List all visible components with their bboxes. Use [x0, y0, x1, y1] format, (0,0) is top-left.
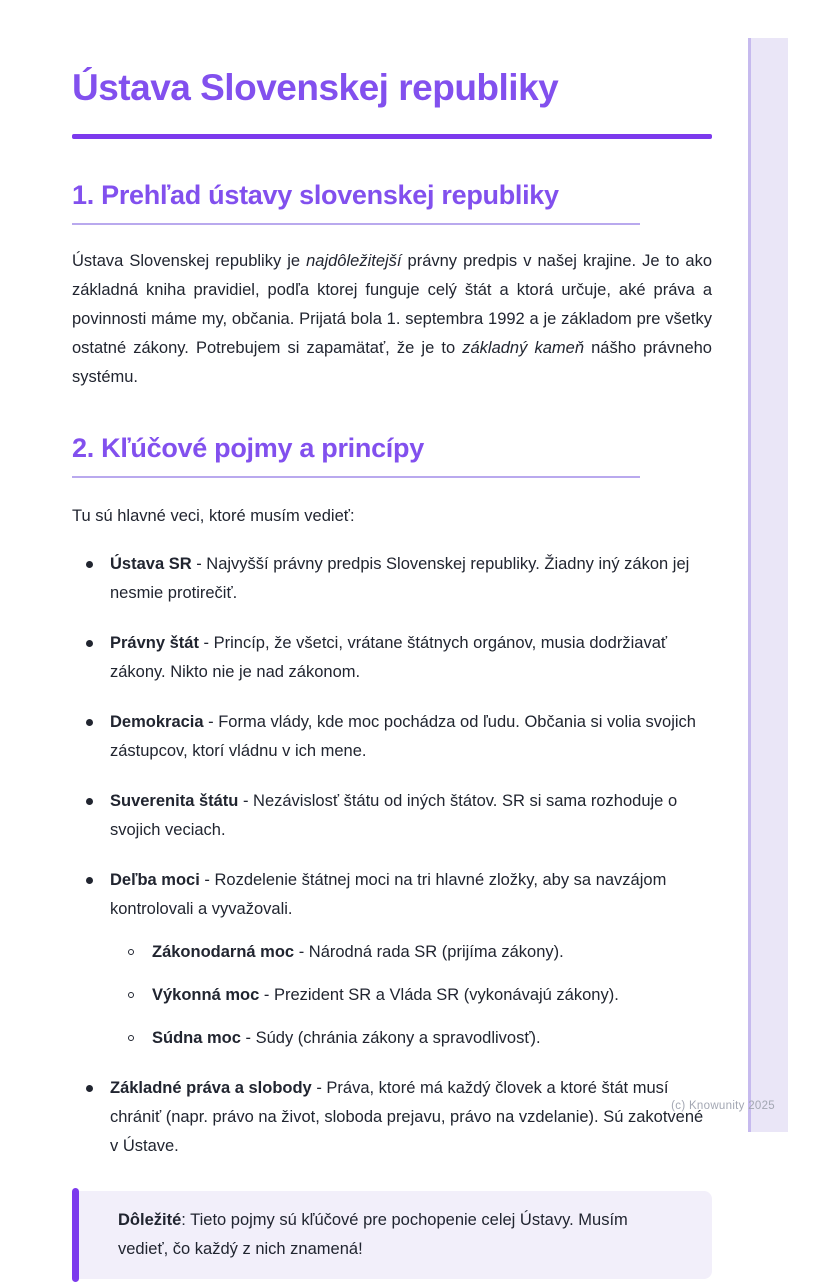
section-1-divider — [72, 223, 640, 225]
circle-bullet-icon — [128, 949, 134, 955]
bullet-icon — [86, 798, 93, 805]
term-label: Súdna moc — [152, 1029, 241, 1047]
bullet-icon — [86, 877, 93, 884]
copyright-footer: (c) Knowunity 2025 — [671, 1100, 775, 1112]
callout-text: : Tieto pojmy sú kľúčové pre pochopenie celej Ústavy. Musím vedieť, čo každý z nich znamená! — [118, 1211, 628, 1258]
term-description: - Rozdelenie štátnej moci na tri hlavné zložky, aby sa navzájom kontrolovali a vyvažovali. — [110, 871, 667, 918]
document-page — [72, 66, 712, 1279]
term-description: - Princíp, že všetci, vrátane štátnych orgánov, musia dodržiavať zákony. Nikto nie je nad zákonom. — [110, 634, 668, 681]
key-terms-list — [72, 550, 712, 1161]
term-description: - Forma vlády, kde moc pochádza od ľudu. Občania si volia svojich zástupcov, ktorí vládnu v ich mene. — [110, 713, 696, 760]
bullet-icon — [86, 719, 93, 726]
bullet-icon — [86, 561, 93, 568]
callout-label: Dôležité — [118, 1211, 182, 1229]
list-item — [72, 866, 712, 1053]
title-divider — [72, 134, 712, 139]
list-item — [72, 629, 712, 687]
section-2-heading: 2. Kľúčové pojmy a princípy — [72, 433, 424, 463]
paragraph-text: nášho právneho systému. — [72, 339, 712, 386]
section-2-divider — [72, 476, 640, 478]
page-title: Ústava Slovenskej republiky — [72, 67, 559, 108]
sub-list-item — [110, 981, 712, 1010]
term-label: Suverenita štátu — [110, 792, 239, 810]
term-label: Výkonná moc — [152, 986, 260, 1004]
paragraph-text: právny predpis v našej krajine. Je to ako základná kniha pravidiel, podľa ktorej funguje celý štát a ktorá určuje, aké práva a povinnosti máme my, občania. Prijatá bola 1. septembra 1992 a je základom pre všetky ostatné zákony. Potrebujem si zapamätať, že je to — [72, 252, 712, 357]
right-margin-strip — [748, 38, 788, 1132]
paragraph-text: Ústava Slovenskej republiky je — [72, 252, 307, 270]
callout-accent-bar — [72, 1188, 79, 1282]
powers-sub-list — [110, 938, 712, 1053]
term-description: - Súdy (chránia zákony a spravodlivosť). — [240, 1029, 541, 1047]
list-item — [72, 550, 712, 608]
term-label: Ústava SR — [110, 555, 192, 573]
list-item — [72, 708, 712, 766]
circle-bullet-icon — [128, 992, 134, 998]
term-description: - Práva, ktoré má každý človek a ktoré štát musí chrániť (napr. právo na život, sloboda prejavu, právo na vzdelanie). Sú zakotvené v Ústave. — [110, 1079, 704, 1155]
list-item — [72, 1074, 712, 1161]
section-1-heading: 1. Prehľad ústavy slovenskej republiky — [72, 180, 559, 210]
term-label: Demokracia — [110, 713, 204, 731]
term-description: - Nezávislosť štátu od iných štátov. SR si sama rozhoduje o svojich veciach. — [110, 792, 678, 839]
section-2-intro: Tu sú hlavné veci, ktoré musím vedieť: — [72, 507, 355, 525]
term-description: - Prezident SR a Vláda SR (vykonávajú zákony). — [259, 986, 619, 1004]
bullet-icon — [86, 640, 93, 647]
paragraph-italic-text: základný kameň — [462, 339, 584, 357]
section-1-paragraph — [72, 247, 712, 392]
term-label: Zákonodarná moc — [152, 943, 295, 961]
paragraph-italic-text: najdôležitejší — [306, 252, 402, 270]
list-item — [72, 787, 712, 845]
term-description: - Národná rada SR (prijíma zákony). — [294, 943, 564, 961]
important-callout — [72, 1191, 712, 1279]
term-label: Právny štát — [110, 634, 199, 652]
sub-list-item — [110, 938, 712, 967]
term-description: - Najvyšší právny predpis Slovenskej republiky. Žiadny iný zákon jej nesmie protirečiť. — [110, 555, 690, 602]
sub-list-item — [110, 1024, 712, 1053]
circle-bullet-icon — [128, 1035, 134, 1041]
bullet-icon — [86, 1085, 93, 1092]
term-label: Základné práva a slobody — [110, 1079, 312, 1097]
term-label: Deľba moci — [110, 871, 200, 889]
